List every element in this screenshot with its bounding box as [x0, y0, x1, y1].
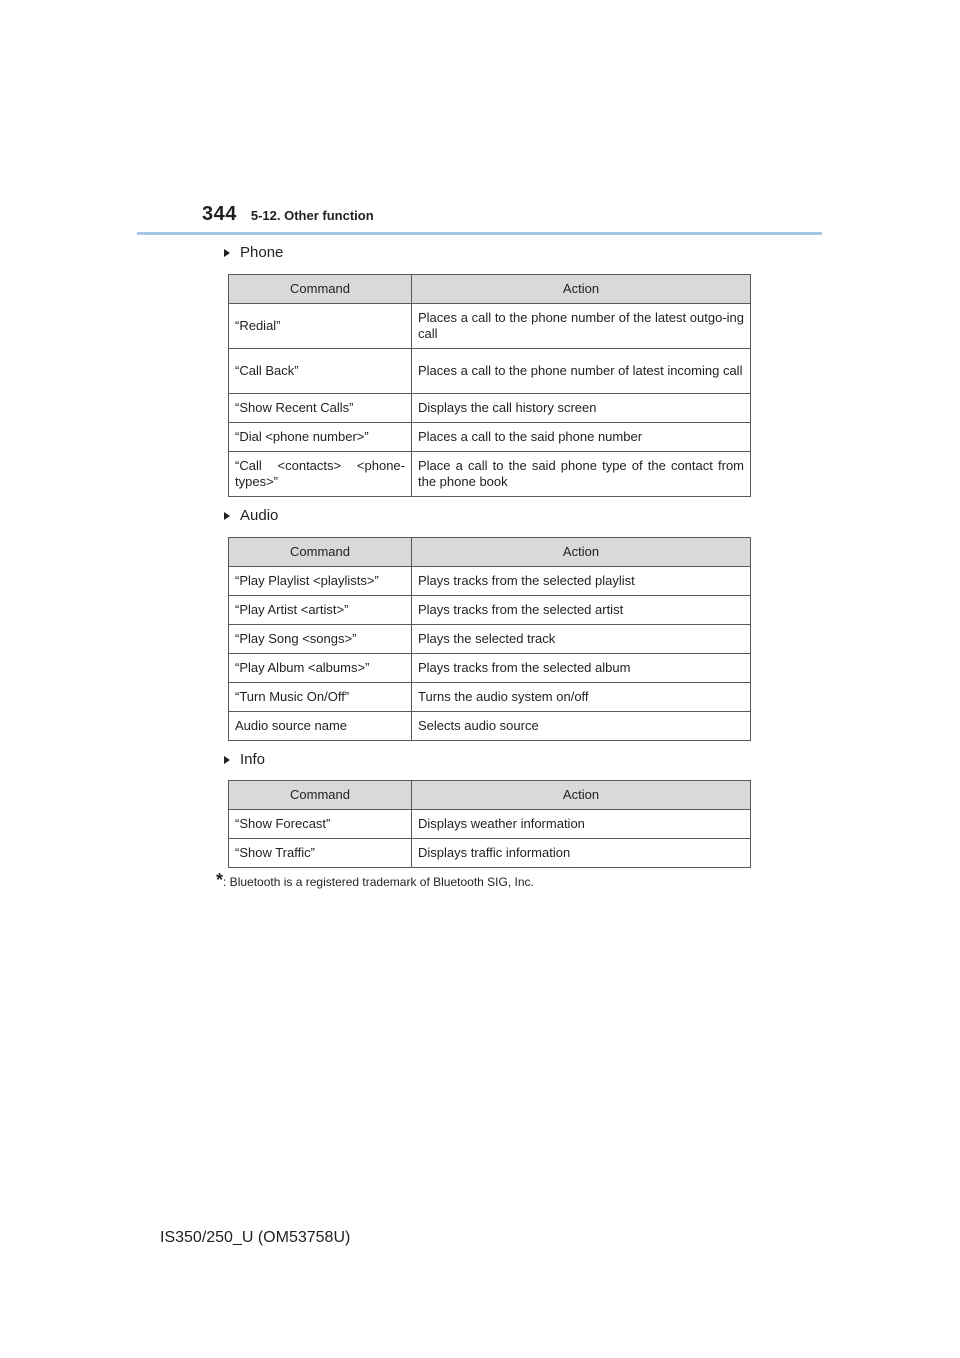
table-row	[229, 567, 751, 596]
command-cell: “Call Back”	[229, 349, 412, 394]
command-cell: “Turn Music On/Off”	[229, 683, 412, 712]
command-cell: “Show Forecast”	[229, 810, 412, 839]
triangle-bullet-icon	[224, 756, 230, 764]
command-header: Command	[229, 538, 412, 567]
action-cell: Selects audio source	[412, 712, 751, 741]
triangle-bullet-icon	[224, 512, 230, 520]
table-row	[229, 596, 751, 625]
table-row	[229, 712, 751, 741]
action-cell: Plays the selected track	[412, 625, 751, 654]
page-header	[202, 203, 374, 226]
table-header-row	[229, 275, 751, 304]
footnote	[216, 870, 534, 890]
page-number: 344	[202, 203, 237, 225]
action-cell: Plays tracks from the selected playlist	[412, 567, 751, 596]
command-header: Command	[229, 275, 412, 304]
command-cell: “Show Recent Calls”	[229, 394, 412, 423]
action-cell: Places a call to the phone number of latest incoming call	[412, 349, 751, 394]
table-row	[229, 625, 751, 654]
action-cell: Plays tracks from the selected album	[412, 654, 751, 683]
section-title: 5-12. Other function	[250, 208, 374, 223]
audio-command-table	[228, 537, 751, 741]
phone-heading-label: Phone	[240, 244, 284, 261]
command-cell: “Call <contacts> <phone-types>”	[229, 452, 412, 497]
audio-heading	[224, 507, 278, 524]
command-cell: “Dial <phone number>”	[229, 423, 412, 452]
phone-heading	[224, 244, 283, 261]
table-row	[229, 452, 751, 497]
action-cell: Plays tracks from the selected artist	[412, 596, 751, 625]
command-cell: Audio source name	[229, 712, 412, 741]
command-cell: “Play Playlist <playlists>”	[229, 567, 412, 596]
table-header-row	[229, 538, 751, 567]
action-cell: Places a call to the phone number of the latest outgo-ing call	[412, 304, 751, 349]
table-row	[229, 839, 751, 868]
phone-command-table	[228, 274, 751, 497]
table-row	[229, 349, 751, 394]
action-cell: Turns the audio system on/off	[412, 683, 751, 712]
audio-heading-label: Audio	[240, 507, 279, 524]
command-cell: “Play Album <albums>”	[229, 654, 412, 683]
action-cell: Displays the call history screen	[412, 394, 751, 423]
footnote-marker: *	[216, 870, 224, 890]
action-header: Action	[412, 538, 751, 567]
command-cell: “Show Traffic”	[229, 839, 412, 868]
command-cell: “Redial”	[229, 304, 412, 349]
info-heading-label: Info	[240, 751, 266, 768]
action-cell: Places a call to the said phone number	[412, 423, 751, 452]
command-cell: “Play Song <songs>”	[229, 625, 412, 654]
action-header: Action	[412, 275, 751, 304]
command-header: Command	[229, 781, 412, 810]
table-row	[229, 423, 751, 452]
table-row	[229, 394, 751, 423]
info-heading	[224, 751, 265, 768]
header-rule	[137, 232, 822, 235]
table-row	[229, 654, 751, 683]
table-row	[229, 304, 751, 349]
action-cell: Displays traffic information	[412, 839, 751, 868]
model-code: IS350/250_U (OM53758U)	[160, 1229, 351, 1246]
action-header: Action	[412, 781, 751, 810]
action-cell: Displays weather information	[412, 810, 751, 839]
table-header-row	[229, 781, 751, 810]
command-cell: “Play Artist <artist>”	[229, 596, 412, 625]
table-row	[229, 683, 751, 712]
table-row	[229, 810, 751, 839]
triangle-bullet-icon	[224, 249, 230, 257]
info-command-table	[228, 780, 751, 868]
action-cell: Place a call to the said phone type of the contact from the phone book	[412, 452, 751, 497]
footnote-text: : Bluetooth is a registered trademark of Bluetooth SIG, Inc.	[223, 875, 534, 889]
